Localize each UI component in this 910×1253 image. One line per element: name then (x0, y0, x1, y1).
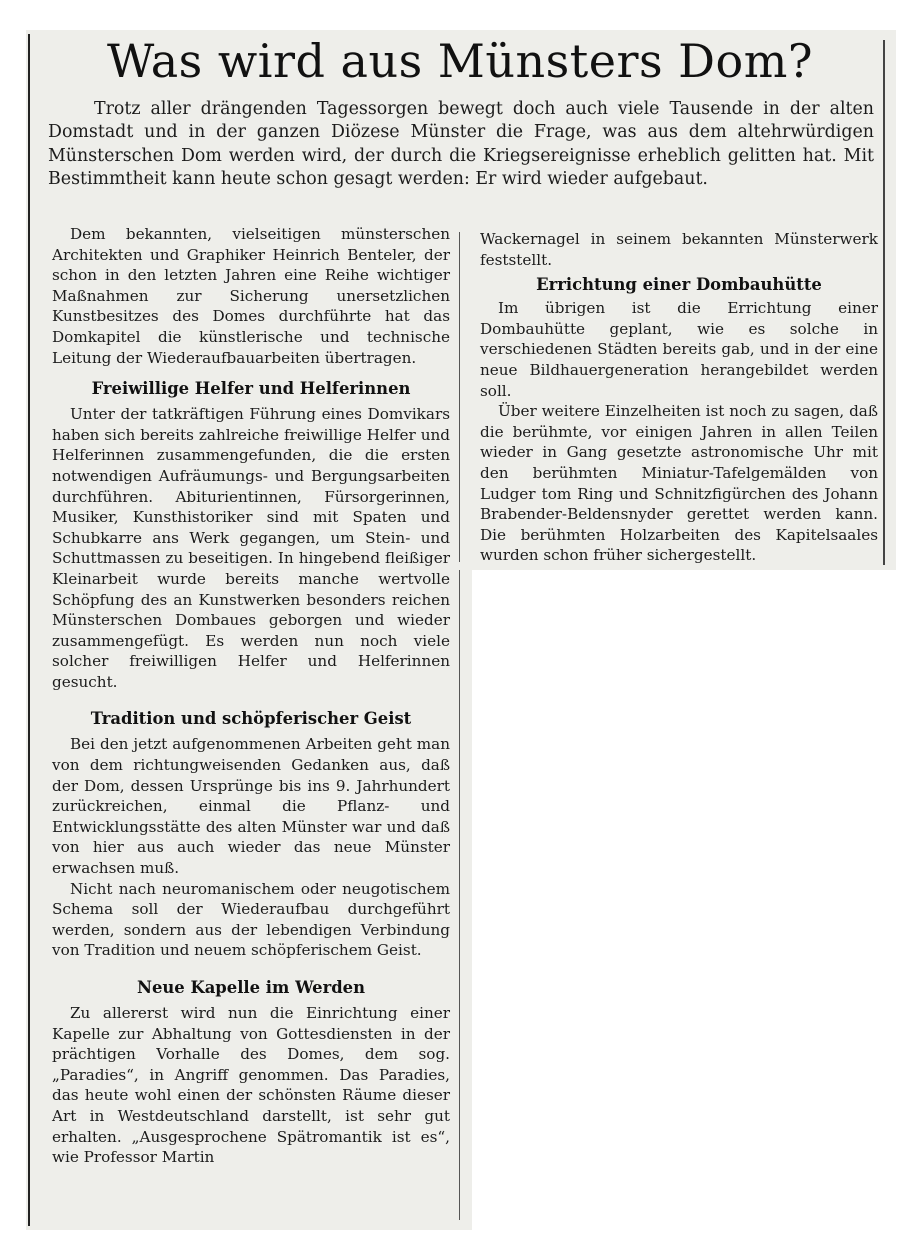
left-paragraph-2: Unter der tatkräftigen Führung eines Domvikars haben sich bereits zahlreiche freiwillige Helfer und Helferinnen zusammengefunden, die die ersten notwendigen Aufräumungs- und Bergungsarbeiten durchführen. Abiturientinnen, Fürsorgerinnen, Musiker, Kunsthistoriker sind mit Spaten und Schubkarre ans Werk gegangen, um Stein- und Schuttmassen zu beseitigen. In hingebend fleißiger Kleinarbeit wurde bereits manche wertvolle Schöpfung des an Kunstwerken besonders reichen Münsterschen Dombaues geborgen und wieder zusammengefügt. Es werden nun noch viele solcher freiwilligen Helfer und Helferinnen gesucht. (52, 405, 450, 691)
intro-paragraph: Trotz aller drängenden Tagessorgen bewegt doch auch viele Tausende in der alten Domstadt und in der ganzen Diözese Münster die Frage, was aus dem altehrwürdigen Münsterschen Dom werden wird, der durch die Kriegsereignisse erheblich gelitten hat. Mit Bestimmtheit kann heute schon gesagt werden: Er wird wieder aufgebaut. (48, 99, 874, 190)
left-paragraph-4: Nicht nach neuromanischem oder neugotischem Schema soll der Wiederaufbau durchgeführt werden, sondern aus der lebendigen Verbindung von Tradition und neuem schöpferischem Geist. (52, 879, 450, 960)
left-border-rule (28, 34, 30, 1226)
right-paragraph-3: Über weitere Einzelheiten ist noch zu sagen, daß die berühmte, vor einigen Jahren in allen Teilen wieder in Gang gesetzte astronomische Uhr mit den berühmten Miniatur-Tafelgemälden von Ludger tom Ring und Schnitzfigürchen des Johann Brabender-Beldensnyder gerettet werden kann. Die berühmten Holzarbeiten des Kapitelsaales wurden schon früher sichergestellt. (480, 402, 878, 565)
right-paragraph-1: Wackernagel in seinem bekannten Münsterwerk feststellt. (480, 230, 878, 269)
left-column (52, 224, 450, 1168)
right-border-rule (883, 40, 885, 565)
subheading-chapel: Neue Kapelle im Werden (136, 978, 366, 997)
right-paragraph-2: Im übrigen ist die Errichtung einer Dombauhütte geplant, wie es solche in verschiedenen Städten bereits gab, und in der eine neue Bildhauergeneration herangebildet werden soll. (480, 299, 878, 400)
subheading-dombauhuette: Errichtung einer Dombauhütte (536, 275, 822, 295)
column-divider (459, 232, 460, 562)
left-paragraph-3: Bei den jetzt aufgenommenen Arbeiten geht man von dem richtungweisenden Gedanken aus, daß der Dom, dessen Ursprünge bis ins 9. Jahrhundert zurückreichen, einmal die Pflanz- und Entwicklungsstätte des alten Münster war und daß von hier aus auch wieder das neue Münster erwachsen muß. (52, 735, 450, 878)
right-column (480, 229, 878, 566)
subheading-tradition: Tradition und schöpferischer Geist (90, 709, 412, 729)
lower-right-border-rule (459, 570, 460, 1220)
subheading-volunteers: Freiwillige Helfer und Helferinnen (91, 379, 411, 399)
headline: Was wird aus Münsters Dom? (106, 34, 814, 88)
left-paragraph-1: Dem bekannten, vielseitigen münsterschen Architekten und Graphiker Heinrich Benteler, der schon in den letzten Jahren eine Reihe wichtiger Maßnahmen zur Sicherung unersetzlichen Kunstbesitzes des Domes durchführte hat das Domkapitel die künstlerische und technische Leitung der Wiederaufbauarbeiten übertragen. (52, 225, 450, 367)
left-paragraph-5: Zu allererst wird nun die Einrichtung einer Kapelle zur Abhaltung von Gottesdiensten in der prächtigen Vorhalle des Domes, dem sog. „Paradies“, in Angriff genommen. Das Paradies, das heute wohl einen der schönsten Räume dieser Art in Westdeutschland darstellt, ist sehr gut erhalten. „Ausgesprochene Spätromantik ist es“, wie Professor Martin (52, 1004, 450, 1167)
